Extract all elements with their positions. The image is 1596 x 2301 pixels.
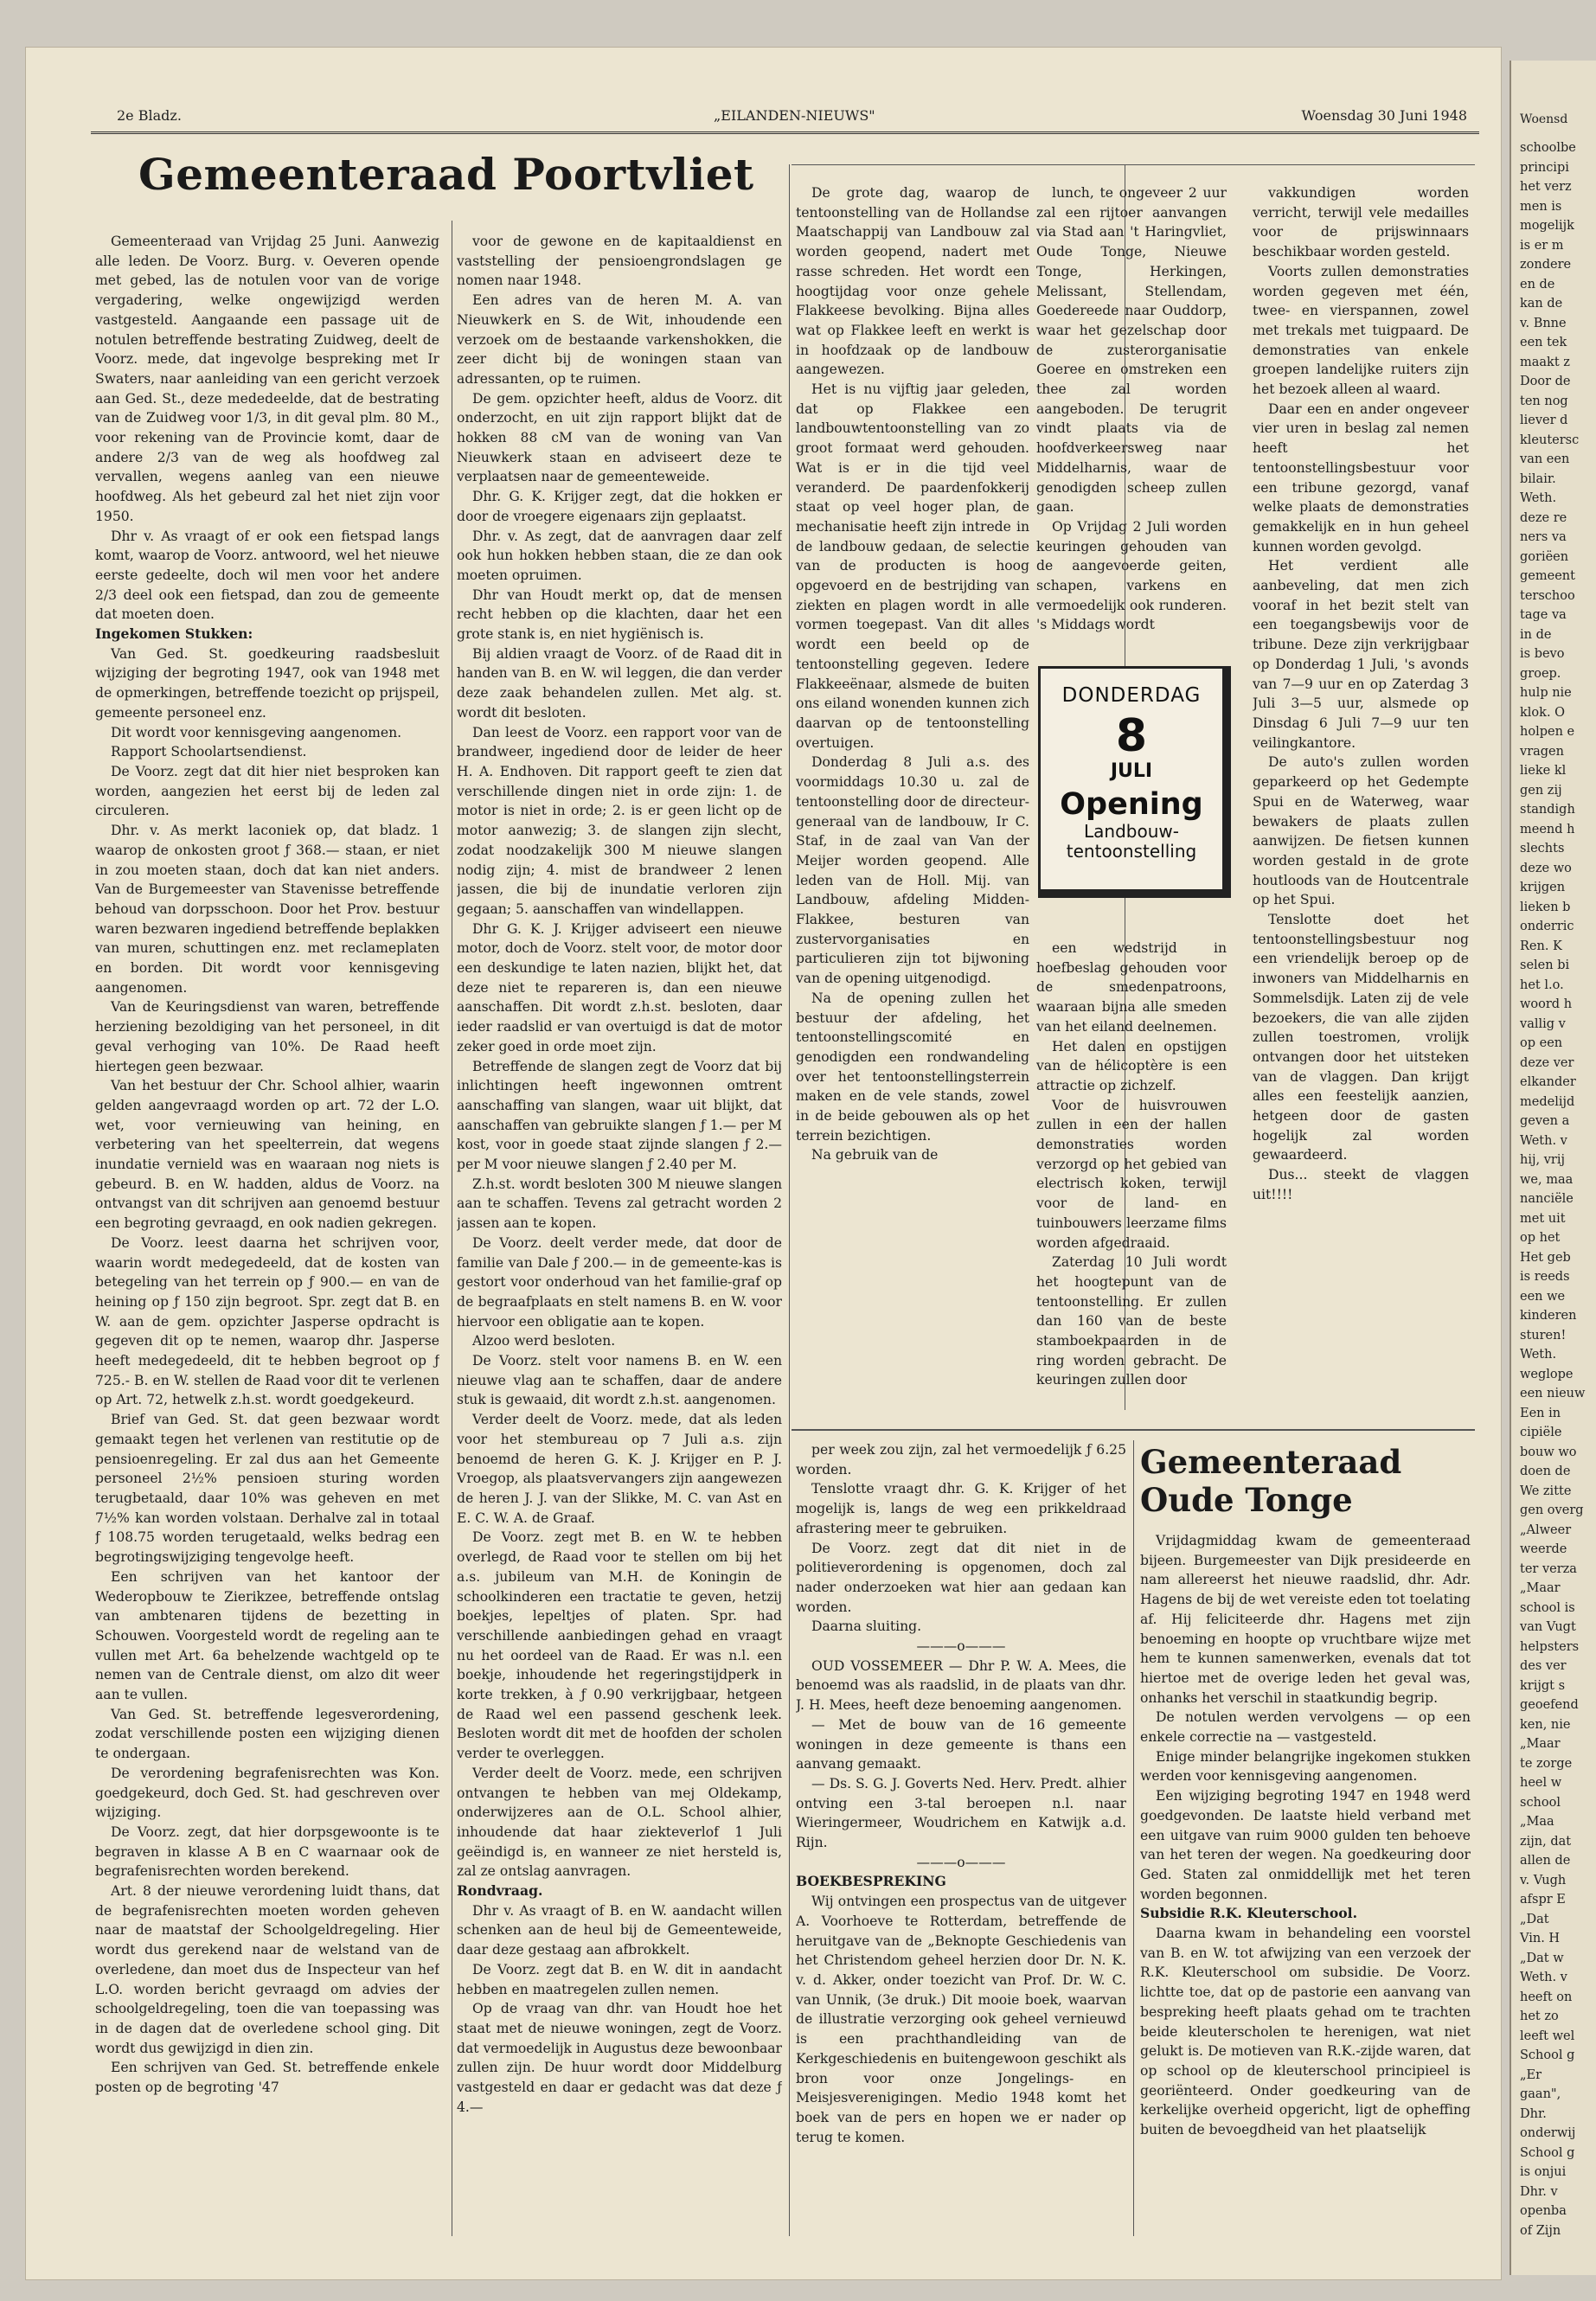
adjacent-page-line: vragen	[1520, 744, 1564, 759]
adjacent-page-line: elkander	[1520, 1075, 1576, 1089]
adjacent-page-line: krijgen	[1520, 881, 1566, 894]
adjacent-page-line: allen de	[1520, 1854, 1571, 1868]
paragraph: De gem. opzichter heeft, aldus de Voorz. dit onderzocht, en uit zijn rapport blijkt dat de hokken 88 cM van de woning van Van Nieuwkerk staan en adviseert deze te verplaatsen naar de gemeenteweide.	[457, 390, 782, 485]
adjacent-page-line: geven a	[1520, 1114, 1570, 1128]
paragraph: Na gebruik van de	[811, 1147, 939, 1163]
paragraph: Subsidie R.K. Kleuterschool.	[1140, 1905, 1358, 1922]
paragraph: Dhr v. As vraagt of B. en W. aandacht willen schenken aan de heul bij de Gemeenteweide, daar deze gestaag aan afbrokkelt.	[457, 1902, 782, 1958]
adjacent-page-line: openba	[1520, 2204, 1567, 2218]
adjacent-page-line: hij, vrij	[1520, 1153, 1565, 1167]
paragraph: Dus... steekt de vlaggen uit!!!!	[1253, 1167, 1469, 1202]
paragraph: De Voorz. stelt voor namens B. en W. een nieuwe vlag aan te schaffen, daar de andere stuk is gewaaid, dit wordt z.h.st. aangenomen.	[457, 1353, 782, 1408]
adjacent-page-line: vallig v	[1520, 1016, 1566, 1031]
adjacent-page-line: School g	[1520, 2048, 1575, 2062]
adjacent-page-line: is bevo	[1520, 647, 1565, 661]
ad-month: JULI	[1110, 760, 1153, 782]
paragraph: Van het bestuur der Chr. School alhier, waarin gelden aangevraagd worden op art. 72 der L.O. wet, voor vernieuwing van heining, en verbetering van het speelterrein, dat wegens inundatie vernield was en waaraan nog niets is gebeurd. B. en W. hadden, aldus de Voorz. na ontvangst van dit schrijven aan genoemd bestuur een begroting gevraagd, en ook nadien gekregen.	[95, 1078, 439, 1232]
paragraph: Een schrijven van Ged. St. betreffende enkele posten op de begroting '47	[95, 2060, 439, 2096]
paragraph: Enige minder belangrijke ingekomen stukken werden voor kennisgeving aangenomen.	[1140, 1748, 1471, 1785]
exhibition-column-2-bottom	[1036, 939, 1227, 1410]
paragraph: Het dalen en opstijgen van de hélicoptère is een attractie op zichzelf.	[1036, 1038, 1227, 1093]
paragraph: Voor de huisvrouwen zullen in een der hallen demonstraties worden verzorgd op het gebied van electrisch koken, terwijl voor de land- en tuinbouwers leerzame films worden afgedraaid.	[1036, 1097, 1227, 1251]
adjacent-page-line: krijgt s	[1520, 1678, 1566, 1693]
adjacent-page-line: Vin. H	[1520, 1932, 1561, 1945]
adjacent-page-line: v. Bnne	[1520, 316, 1567, 330]
paragraph: Dhr. v. As merkt laconiek op, dat bladz. 1 waarop de onkosten groot ƒ 368.— staan, er niet in zou moeten staan, doch dat kan niet anders. Van de Burgemeester van Stavenisse betreffende behoud van dorpsschoon. Door het Prov. bestuur waren bezwaren ingediend betreffende beplakken van muren, schuttingen enz. met reclameplaten en borden. Dit wordt voor kennisgeving aangenomen.	[95, 823, 439, 996]
adjacent-page-line: ter verza	[1520, 1561, 1577, 1576]
adjacent-page-line: we, maa	[1520, 1172, 1574, 1187]
adjacent-page-line: of Zijn	[1520, 2223, 1561, 2238]
article-title-oude-tonge	[1140, 1443, 1401, 1519]
adjacent-page-line: lieke kl	[1520, 764, 1567, 778]
paragraph: Verder deelt de Voorz. mede, een schrijven ontvangen te hebben van mej Oldekamp, onderwijzeres aan de O.L. School alhier, inhoudende dat haar ziekteverlof 1 Juli geëindigd is, en wanneer ze niet hersteld is, zal ze ontslag aanvragen.	[457, 1765, 782, 1880]
adjacent-page-line: hulp nie	[1520, 686, 1572, 700]
adjacent-page-line: „Dat	[1520, 1912, 1549, 1926]
adjacent-page-line: lieken b	[1520, 900, 1571, 914]
adjacent-page-line: deze wo	[1520, 861, 1572, 875]
paragraph: Ingekomen Stukken:	[95, 625, 253, 643]
paragraph: De auto's zullen worden geparkeerd op het Gedempte Spui en de Waterweg, waar bewakers de plaats zullen aanwijzen. De fietsen kunnen worden gestald in de grote houtloods van de Houtcentrale op het Spui.	[1253, 754, 1469, 908]
adjacent-page-line: op het	[1520, 1231, 1561, 1245]
adjacent-page-line: standigh	[1520, 803, 1575, 817]
paragraph: een wedstrijd in hoefbeslag gehouden voor de smedenpatroons, waaraan bijna alle smeden van het eiland deelnemen.	[1036, 940, 1227, 1035]
adjacent-page-line: cipiële	[1520, 1426, 1562, 1439]
news-column-bottom	[796, 1440, 1126, 2232]
paragraph: Alzoo werd besloten.	[472, 1333, 616, 1349]
ad-event-line2: tentoonstelling	[1066, 841, 1197, 862]
paragraph: BOEKBESPREKING	[796, 1873, 946, 1890]
adjacent-page-line: heel w	[1520, 1776, 1562, 1790]
adjacent-page-line: te zorge	[1520, 1756, 1573, 1771]
paragraph: Na de opening zullen het bestuur der afdeling, het tentoonstellingscomité en genodigden een rondwandeling over het tentoonstellingsterrein maken en de vele stands, zowel in de beide gebouwen als op het terrein bezichtigen.	[796, 990, 1029, 1144]
column-divider	[789, 164, 790, 2236]
adjacent-page-line: deze re	[1520, 510, 1567, 525]
adjacent-page-line: het l.o.	[1520, 977, 1564, 992]
adjacent-page-line: bouw wo	[1520, 1445, 1577, 1459]
paragraph: De Voorz. zegt, dat hier dorpsgewoonte is te begraven in klasse A B en C waarnaar ook de begrafenisrechten worden berekend.	[95, 1823, 439, 1880]
adjacent-page-line: kleutersc	[1520, 433, 1580, 447]
adjacent-page-line: School g	[1520, 2145, 1575, 2160]
paragraph: Z.h.st. wordt besloten 300 M nieuwe slangen aan te schaffen. Tevens zal getracht worden 2 jassen aan te kopen.	[457, 1176, 782, 1232]
adjacent-page-header: Woensd	[1520, 112, 1568, 126]
paragraph: Rondvraag.	[457, 1882, 543, 1900]
exhibition-column-1	[796, 183, 1029, 1412]
article-title-poortvliet: Gemeenteraad Poortvliet	[138, 149, 754, 200]
paragraph: Dhr. G. K. Krijger zegt, dat die hokken er door de vroegere eigenaars zijn geplaatst.	[457, 489, 782, 524]
adjacent-page-line: met uit	[1520, 1211, 1566, 1226]
adjacent-page-line: Een in	[1520, 1406, 1561, 1420]
adjacent-page-line: school	[1520, 1795, 1561, 1810]
paragraph: — Met de bouw van de 16 gemeente woningen in deze gemeente is thans een aanvang gemaakt.	[796, 1716, 1126, 1772]
paragraph: De Voorz. zegt dat B. en W. dit in aandacht hebben en maatregelen zullen nemen.	[457, 1961, 782, 1997]
paragraph: Vrijdagmiddag kwam de gemeenteraad bijeen. Burgemeester van Dijk presideerde en nam allereerst het nieuwe raadslid, dhr. Adr. Hagens de bij de wet vereiste eden tot toelating af. Hij feliciteerde dhr. Hagens met zijn benoeming en hoopte op vruchtbare wijze met hem te kunnen samenwerken, evenals dat tot hiertoe met de overige leden het geval was, onhanks het verschil in staatkundig begrip.	[1140, 1533, 1471, 1706]
adjacent-page-line: afspr E	[1520, 1893, 1566, 1907]
adjacent-page-line: slechts	[1520, 842, 1565, 856]
paragraph: Van de Keuringsdienst van waren, betreffende herziening bezoldiging van het personeel, in dit geval verhoging van 10%. De Raad heeft hiertegen geen bezwaar.	[95, 999, 439, 1074]
adjacent-page-line: ten nog	[1520, 394, 1568, 408]
adjacent-page-line: holpen e	[1520, 725, 1575, 739]
adjacent-page-line: Dhr.	[1520, 2106, 1547, 2121]
adjacent-page-line: men is	[1520, 199, 1562, 214]
poortvliet-column-1	[95, 232, 439, 2230]
adjacent-page-line: geoefend	[1520, 1698, 1579, 1712]
adjacent-page-line: een we	[1520, 1289, 1566, 1304]
paragraph: Voorts zullen demonstraties worden gegeven met één, twee- en vierspannen, zowel met trekals met tuigpaard. De demonstraties van enkele groepen landelijke ruiters zijn het bezoek alleen al waard.	[1253, 263, 1469, 398]
adjacent-page-line: Weth.	[1520, 1348, 1557, 1362]
box-top-rule	[792, 164, 1475, 165]
adjacent-page-line: school is	[1520, 1600, 1575, 1615]
adjacent-page-line: een nieuw	[1520, 1387, 1586, 1400]
column-divider	[1133, 1440, 1134, 2236]
adjacent-page-line: Door de	[1520, 375, 1571, 388]
paragraph: De Voorz. zegt dat dit hier niet besproken kan worden, aangezien het eerst bij de leden zal circuleren.	[95, 763, 439, 819]
adjacent-page-line: woord h	[1520, 997, 1573, 1011]
paragraph: Dhr. v. As zegt, dat de aanvragen daar zelf ook hun hokken hebben staan, die ze dan ook moeten opruimen.	[457, 528, 782, 583]
adjacent-page-line: is onjui	[1520, 2165, 1567, 2179]
paragraph: Dhr v. As vraagt of er ook een fietspad langs komt, waarop de Voorz. antwoord, wel het nieuwe eerste gedeelte, doch wil men voor het andere 2/3 deel ook een fietspad, dan zou de gemeente dat moeten doen.	[95, 528, 439, 623]
adjacent-page-text	[1511, 126, 1596, 2240]
adjacent-page-line: Weth. v	[1520, 1971, 1567, 1984]
adjacent-page-line: het zo	[1520, 2009, 1559, 2023]
adjacent-page-line: „Alweer	[1520, 1522, 1572, 1537]
paragraph: Daarna sluiting.	[811, 1618, 922, 1635]
paragraph: Een schrijven van het kantoor der Wederopbouw te Zierikzee, betreffende ontslag van ambtenaren tijdens de bezetting in Schouwen. Voorgesteld wordt de regeling aan te vullen met Art. 6a behelzende wachtgeld op te nemen van de Centrale dienst, om alzo dit weer aan te vullen.	[95, 1568, 439, 1703]
paragraph: Donderdag 8 Juli a.s. des voormiddags 10.30 u. zal de tentoonstelling door de directeur-generaal van de landbouw, Ir C. Staf, in de zaal van Van der Meijer worden geopend. Alle leden van de Holl. Mij. van Landbouw, afdeling Midden-Flakkee, besturen van zustervorganisaties en particulieren zijn tot bijwoning van de opening uitgenodigd.	[796, 754, 1029, 987]
paragraph: De Voorz. leest daarna het schrijven voor, waarin wordt medegedeeld, dat de kosten van betegeling van het terrein op ƒ 900.— en van de heining op ƒ 150 zijn begroot. Spr. zegt dat B. en W. aan de gem. opzichter Jasperse opdracht is gegeven dit op te nemen, waarop dhr. Jasperse heeft medegedeeld, dit te hebben begroot op ƒ 725.- B. en W. stellen de Raad voor dit te verlenen op Art. 72, hetwelk z.h.st. wordt goedgekeurd.	[95, 1234, 439, 1408]
paragraph: Dan leest de Voorz. een rapport voor van de brandweer, ingediend door de leider de heer H. A. Endhoven. Dit rapport geeft te zien dat verschillende dingen niet in orde zijn: 1. de motor is niet in orde; 2. is er geen licht op de motor aanwezig; 3. de slangen zijn slecht, zodat noodzakelijk 300 M nieuwe slangen nodig zijn; 4. mist de brandweer 2 lenen jassen, die bij de inundatie verloren zijn gegaan; 5. aanschaffen van windellappen.	[457, 724, 782, 917]
newspaper-name: „EILANDEN-NIEUWS"	[714, 107, 875, 124]
paragraph: voor de gewone en de kapitaaldienst en vaststelling der pensioengrondslagen ge nomen naar 1948.	[457, 234, 782, 289]
adjacent-page-line: op een	[1520, 1036, 1563, 1050]
paragraph: Het is nu vijftig jaar geleden, dat op Flakkee een landbouwtentoonstelling van zo groot formaat werd gehouden. Wat is er in die tijd veel veranderd. De paardenfokkerij staat op veel hoger plan, de mechanisatie heeft zijn intrede in de landbouw gedaan, de selectie van de producten is hoog opgevoerd en de bestrijding van ziekten en plagen wordt in alle vormen toegepast. Van dit alles wordt een beeld op de tentoonstelling gegeven. Iedere Flakkeeënaar, alsmede de buiten ons eiland wonenden kunnen zich daarvan op de tentoonstelling overtuigen.	[796, 381, 1029, 751]
paragraph: ———o———	[916, 1854, 1006, 1870]
oude-tonge-title-line1: Gemeenteraad	[1140, 1443, 1402, 1481]
adjacent-page-line: het verz	[1520, 180, 1572, 194]
paragraph: Van Ged. St. goedkeuring raadsbesluit wijziging der begroting 1947, ook van 1948 met de opmerkingen, betreffende toezicht op prijspeil, gemeente personeel enz.	[95, 645, 439, 721]
paragraph: Wij ontvingen een prospectus van de uitgever A. Voorhoeve te Rotterdam, betreffende de heruitgave van de „Beknopte Geschiedenis van het Christendom geheel herzien door Dr. N. K. v. d. Akker, onder toezicht van Prof. Dr. W. C. van Unnik, (3e druk.) Dit mooie boek, waarvan de illustratie verzorging ook geheel vernieuwd is een prachthandleiding van de Kerkgeschiedenis en buitengewoon geschikt als bron voor onze Jongelings- en Meisjesverenigingen. Medio 1948 komt het boek van de pers en hopen we er nader op terug te komen.	[796, 1894, 1126, 2145]
adjacent-page-line: weerde	[1520, 1542, 1567, 1556]
paragraph: Daarna kwam in behandeling een voorstel van B. en W. tot afwijzing van een verzoek der R.K. Kleuterschool om subsidie. De Voorz. lichtte toe, dat op de pastorie een aanvang van bespreking heeft plaats gehad om te trachten beide kleuterscholen te herenigen, wat niet gelukt is. De motieven van R.K.-zijde waren, dat op school op de kleuterschool principieel is georiënteerd. Onder goedkeuring van de kerkelijke overheid opgericht, ligt de opheffing buiten de bevoegdheid van het plaatselijk	[1140, 1926, 1471, 2138]
adjacent-page-line: Ren. K	[1520, 939, 1562, 953]
paragraph: Een wijziging begroting 1947 en 1948 werd goedgevonden. De laatste hield verband met een uitgave van ruim 9000 gulden ten behoeve van het teren der wegen. Na goedkeuring door Ged. Staten zal onmiddellijk met het teren worden begonnen.	[1140, 1788, 1471, 1902]
adjacent-page-line: groep.	[1520, 666, 1561, 681]
issue-date: Woensdag 30 Juni 1948	[1301, 107, 1467, 124]
adjacent-page-line: „Dat w	[1520, 1951, 1564, 1965]
adjacent-page-line: doen de	[1520, 1465, 1571, 1478]
adjacent-page-line: klok. O	[1520, 705, 1566, 720]
adjacent-page-line: selen bi	[1520, 958, 1570, 972]
paragraph: Dhr G. K. J. Krijger adviseert een nieuwe motor, doch de Voorz. stelt voor, de motor door een deskundige te laten nazien, blijkt het, dat deze niet te repareren is, dan een nieuwe aanschaffen. Dit wordt z.h.st. besloten, daar ieder raadslid er van overtuigd is dat de motor zeker goed in orde moet zijn.	[457, 920, 782, 1054]
paragraph: lunch, te ongeveer 2 uur zal een rijtoer aanvangen via Stad aan 't Haringvliet, Oude Tonge, Nieuwe Tonge, Herkingen, Melissant, Stellendam, Goedereede naar Ouddorp, waar het gezelschap door de zusterorganisatie Goeree en omstreken een thee zal worden aangeboden. De terugrit vindt plaats via de hoofdverkeersweg naar Middelharnis, waar de genodigden scheep zullen gaan.	[1036, 185, 1227, 516]
paragraph: Een adres van de heren M. A. van Nieuwkerk en S. de Wit, inhoudende een verzoek om de bestaande varkenshokken, die zeer dicht bij de woningen staan van adressanten, op te ruimen.	[457, 292, 782, 387]
paragraph: Dit wordt voor kennisgeving aangenomen.	[111, 724, 402, 740]
adjacent-page-line: gemeent	[1520, 569, 1575, 583]
adjacent-page-line: kinderen	[1520, 1309, 1577, 1323]
adjacent-page-line: ners va	[1520, 530, 1567, 544]
adjacent-page-line: een tek	[1520, 336, 1567, 349]
section-divider	[792, 1429, 1475, 1431]
adjacent-page-line: is reeds	[1520, 1270, 1570, 1284]
paragraph: Gemeenteraad van Vrijdag 25 Juni. Aanwezig alle leden. De Voorz. Burg. v. Oeveren opende met gebed, las de notulen voor van de vorige vergadering, welke ongewijzigd werden vastgesteld. Aangaande een passage uit de notulen betreffende bestrating Zuidweg, deelt de Voorz. mede, dat ingevolge bespreking met Ir Swaters, naar aanleiding van een gericht verzoek aan Ged. St., deze mededeelde, dat de bestrating van de Zuidweg voor 1/3, in dit geval plm. 80 M., voor rekening van de Provincie komt, daar de andere 2/3 van de weg als hoofdweg zal vervallen, wegens aanleg van een nieuwe hoofdweg. Als het gebeurd zal het niet zijn voor 1950.	[95, 234, 439, 524]
exhibition-column-2-top	[1036, 183, 1227, 651]
adjacent-page-line: tage va	[1520, 608, 1567, 622]
paragraph: Van Ged. St. betreffende legesverordening, zodat verschillende posten een wijziging dienen te ondergaan.	[95, 1706, 439, 1762]
paragraph: De verordening begrafenisrechten was Kon. goedgekeurd, doch Ged. St. had geschreven over wijziging.	[95, 1765, 439, 1821]
paragraph: Op Vrijdag 2 Juli worden keuringen gehouden van de aangevoerde geiten, schapen, varkens en vermoedelijk ook runderen. 's Middags wordt	[1036, 518, 1227, 633]
exhibition-column-3	[1253, 183, 1469, 1412]
adjacent-page-line: principi	[1520, 160, 1569, 175]
poortvliet-column-2	[457, 232, 782, 2230]
paragraph: Brief van Ged. St. dat geen bezwaar wordt gemaakt tegen het verlenen van restitutie op de pensioenregeling. Er zal dus aan het Gemeente personeel 2½% pensioen sturing worden terugbetaald, daar 10% was geheven en met 7½% kan worden volstaan. Derhalve zal in totaal ƒ 108.75 worden terugetaald, welks bedrag een begrotingswijziging tengevolge heeft.	[95, 1412, 439, 1566]
paragraph: Bij aldien vraagt de Voorz. of de Raad dit in handen van B. en W. wil leggen, die dan verder deze zaak behandelen zullen. Met alg. st. wordt dit besloten.	[457, 645, 782, 721]
adjacent-page-line: onderric	[1520, 920, 1574, 933]
adjacent-page-line: „Maa	[1520, 1815, 1554, 1829]
adjacent-page-line: van Vugt	[1520, 1620, 1576, 1634]
paragraph: Tenslotte doet het tentoonstellingsbestuur nog een vriendelijk beroep op de inwoners van Middelharnis en Sommelsdijk. Laten zij de vele bezoekers, die van alle zijden zullen toestromen, vrolijk ontvangen door het uitsteken van de vlaggen. Dan krijgt alles een feestelijk aanzien, hetgeen door de gasten hogelijk zal worden gewaardeerd.	[1253, 912, 1469, 1163]
paragraph: De Voorz. zegt dat dit niet in de politieverordening is opgenomen, doch zal nader onderzoeken wat hier aan gedaan kan worden.	[796, 1540, 1126, 1615]
adjacent-page-line: ken, nie	[1520, 1717, 1571, 1732]
paragraph: Art. 8 der nieuwe verordening luidt thans, dat de begrafenisrechten moeten worden geheven naar de maatstaf der Schoolgeldregeling. Hier wordt dus gerekend naar de welstand van de overledene, dan moet dus de Inspecteur van hef L.O. worden bericht gevraagd om advies der schoolgeldregeling, toen die van toepassing was in de dagen dat de overledene school ging. Dit wordt dus gewijzigd in dien zin.	[95, 1883, 439, 2056]
ad-date: 8	[1115, 710, 1148, 762]
paragraph: Rapport Schoolartsendienst.	[111, 744, 307, 760]
ad-day: DONDERDAG	[1061, 684, 1202, 707]
adjacent-page-line: maakt z	[1520, 355, 1570, 369]
paragraph: De notulen werden vervolgens — op een enkele correctie na — vastgesteld.	[1140, 1709, 1471, 1746]
adjacent-page-line: goriëen	[1520, 549, 1569, 564]
adjacent-page-line: bilair.	[1520, 471, 1556, 486]
adjacent-page-line: meend h	[1520, 822, 1575, 836]
adjacent-page-line: „Maar	[1520, 1737, 1561, 1751]
adjacent-page-line: in de	[1520, 627, 1552, 642]
adjacent-page-line: v. Vugh	[1520, 1873, 1567, 1888]
paragraph: Dhr van Houdt merkt op, dat de mensen recht hebben op die klachten, daar het een grote stank is, en niet hygiënisch is.	[457, 586, 782, 643]
adjacent-page-line: Weth. v	[1520, 1133, 1567, 1148]
adjacent-page-line: Het geb	[1520, 1250, 1571, 1265]
adjacent-page-line: Dhr. v	[1520, 2184, 1558, 2199]
exhibition-advertisement	[1038, 666, 1231, 898]
adjacent-page-line: We zitte	[1520, 1484, 1572, 1498]
paragraph: vakkundigen worden verricht, terwijl vele medailles voor de prijswinnaars beschikbaar worden gesteld.	[1253, 185, 1469, 260]
adjacent-page-line: gen overg	[1520, 1503, 1584, 1517]
adjacent-page-line: deze ver	[1520, 1055, 1574, 1070]
paragraph: Betreffende de slangen zegt de Voorz dat bij inlichtingen heeft ingewonnen omtrent aanschaffing van slangen, waar uit blijkt, dat aanschaffen van gebruikte slangen ƒ 1.— per M kost, voor in goede staat zijnde slangen ƒ 2.— per M voor nieuwe slangen ƒ 2.40 per M.	[457, 1058, 782, 1173]
adjacent-page-line: is er m	[1520, 238, 1564, 253]
oude-tonge-column	[1140, 1531, 1471, 2232]
adjacent-page-line: medelijd	[1520, 1094, 1575, 1109]
adjacent-page-line: mogelijk	[1520, 219, 1574, 233]
paragraph: Het verdient alle aanbeveling, dat men zich vooraf in het bezit stelt van een toegangsbewijs voor de tribune. Deze zijn verkrijgbaar op Donderdag 1 Juli, 's avonds van 7—9 uur en op Zaterdag 3 Juli 3—5 uur, alsmede op Dinsdag 6 Juli 7—9 uur ten veilingkantore.	[1253, 558, 1469, 751]
adjacent-page-line: van een	[1520, 452, 1570, 466]
paragraph: Op de vraag van dhr. van Houdt hoe het staat met de nieuwe woningen, zegt de Voorz. dat vermoedelijk in Augustus deze bewoonbaar zullen zijn. De huur wordt door Middelburg vastgesteld en daar er gedacht was dat deze ƒ 4.—	[457, 2001, 782, 2115]
adjacent-page-line: des ver	[1520, 1659, 1567, 1673]
adjacent-page-line: sturen!	[1520, 1328, 1567, 1343]
paragraph: Daar een en ander ongeveer vier uren in beslag zal nemen heeft het tentoonstellingsbestuur voor een tribune gezorgd, vanaf welke plaats de demonstraties gemakkelijk en in hun geheel kunnen worden gevolgd.	[1253, 401, 1469, 554]
page-number: 2e Bladz.	[117, 107, 182, 124]
ad-opening: Opening	[1060, 787, 1203, 822]
paragraph: ———o———	[916, 1638, 1006, 1655]
adjacent-page-line: kan de	[1520, 297, 1563, 311]
paragraph: per week zou zijn, zal het vermoedelijk ƒ 6.25 worden.	[796, 1442, 1126, 1477]
adjacent-page-line: gaan",	[1520, 2087, 1561, 2101]
adjacent-page-line: liever d	[1520, 413, 1568, 427]
adjacent-page-line: heeft on	[1520, 1990, 1573, 2004]
adjacent-page-line: Weth.	[1520, 491, 1557, 505]
adjacent-page-line: en de	[1520, 277, 1555, 292]
paragraph: Zaterdag 10 Juli wordt het hoogtepunt van de tentoonstelling. Er zullen dan 160 van de beste stamboekpaarden in de ring worden gebracht. De keuringen zullen door	[1036, 1254, 1227, 1388]
adjacent-page-line: onderwij	[1520, 2126, 1576, 2140]
oude-tonge-title-line2: Oude Tonge	[1140, 1481, 1353, 1519]
adjacent-page-line: terschoo	[1520, 588, 1575, 603]
adjacent-page-line: gen zij	[1520, 783, 1562, 798]
adjacent-page-line: helpsters	[1520, 1639, 1580, 1654]
paragraph: OUD VOSSEMEER — Dhr P. W. A. Mees, die benoemd was als raadslid, in de plaats van dhr. J. H. Mees, heeft deze benoeming aangenomen.	[796, 1657, 1126, 1714]
adjacent-page-line: zondere	[1520, 258, 1572, 272]
paragraph: — Ds. S. G. J. Goverts Ned. Herv. Predt. alhier ontving een 3-tal beroepen n.l. naar Wieringermeer, Woudrichem en Katwijk a.d. Rijn.	[796, 1775, 1126, 1851]
adjacent-page-line: nanciële	[1520, 1192, 1574, 1206]
paragraph: De grote dag, waarop de tentoonstelling van de Hollandse Maatschappij van Landbouw zal worden geopend, nadert met rasse schreden. Het wordt een hoogtijdag voor onze gehele Flakkeese bevolking. Bijna alles wat op Flakkee leeft en werkt is in hoofdzaak op de landbouw aangewezen.	[796, 185, 1029, 378]
adjacent-page-line: zijn, dat	[1520, 1834, 1572, 1849]
page-header	[91, 102, 1479, 134]
adjacent-page-line: weglope	[1520, 1367, 1574, 1381]
adjacent-page-line: „Maar	[1520, 1581, 1561, 1595]
adjacent-page-line: leeft wel	[1520, 2029, 1575, 2043]
adjacent-page-line: „Er	[1520, 2067, 1542, 2082]
adjacent-page-fragment	[1509, 61, 1596, 2275]
ad-event-line1: Landbouw-	[1084, 821, 1179, 842]
paragraph: Tenslotte vraagt dhr. G. K. Krijger of het mogelijk is, langs de weg een prikkeldraad afrastering meer te gebruiken.	[796, 1481, 1126, 1536]
paragraph: Verder deelt de Voorz. mede, dat als leden voor het stembureau op 7 Juli a.s. zijn benoemd de heren G. K. J. Krijger en P. J. Vroegop, als plaatsvervangers zijn aangewezen de heren J. J. van der Slikke, M. C. van Ast en E. C. W. A. de Graaf.	[457, 1412, 782, 1526]
adjacent-page-line: schoolbe	[1520, 141, 1576, 155]
paragraph: De Voorz. zegt met B. en W. te hebben overlegd, de Raad voor te stellen om bij het a.s. jubileum van M.H. de Koningin de schoolkinderen een tractatie te geven, hetzij boekjes, lepeltjes of platen. Spr. had verschillende aanbiedingen gehad en vraagt nu het oordeel van de Raad. Er was n.l. een boekje, inhoudende het regeringstijdperk in korte trekken, à ƒ 0.90 verkrijgbaar, hetgeen de Raad wel een passend geschenk leek. Besloten wordt dit met de hoofden der scholen verder te overleggen.	[457, 1529, 782, 1762]
paragraph: De Voorz. deelt verder mede, dat door de familie van Dale ƒ 200.— in de gemeente-kas is gestort voor onderhoud van het familie-graf op de begraafplaats en stelt namens B. en W. voor hiervoor een obligatie aan te kopen.	[457, 1234, 782, 1330]
